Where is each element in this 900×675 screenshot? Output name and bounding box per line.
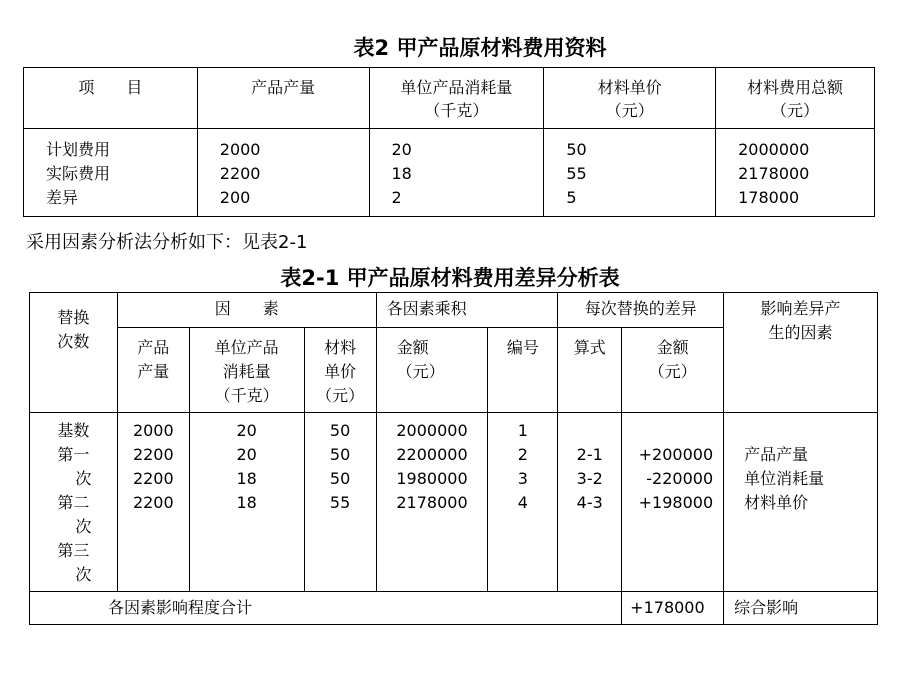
output-actual: 2200	[219, 164, 261, 183]
header-replace-count-line2: 次数	[57, 331, 90, 351]
amount-value: 2178000	[396, 493, 468, 512]
amount-value: 2000000	[396, 421, 468, 440]
header-unit-consumption-line3: （千克）	[214, 386, 279, 405]
intro-text	[26, 228, 307, 254]
price-value: 55	[329, 493, 351, 512]
diff-values	[622, 413, 724, 592]
output-values-cell	[197, 129, 369, 217]
consumption-values	[189, 413, 304, 592]
price-actual: 55	[566, 164, 587, 183]
header-diff-amount-line2: （元）	[648, 362, 697, 381]
serial-values	[488, 413, 558, 592]
total-plan: 2000000	[738, 140, 810, 159]
t21-header-row-1	[30, 293, 878, 328]
table2-header-row	[24, 68, 875, 129]
header-unit-price	[544, 68, 716, 129]
header-formula: 算式	[558, 328, 622, 413]
diff-value: +200000	[638, 445, 714, 464]
header-amount-line1: 金额	[396, 338, 429, 357]
consumption-values-cell	[369, 129, 544, 217]
consumption-value: 20	[236, 445, 257, 464]
header-consumption-unit: （千克）	[424, 101, 489, 120]
header-diff-each: 每次替换的差异	[558, 293, 724, 328]
consumption-value: 18	[236, 469, 257, 488]
total-values-cell	[716, 129, 875, 217]
header-cause-line2: 生的因素	[768, 323, 833, 342]
output-value: 2200	[132, 493, 174, 512]
header-replace-count	[30, 293, 118, 413]
header-unit-price-line2: 单价	[324, 362, 357, 381]
header-factors: 因 素	[117, 293, 376, 328]
row-base: 基数	[57, 421, 90, 440]
cause-value: 产品产量	[744, 445, 809, 464]
formula-value: 4-3	[576, 493, 603, 512]
consumption-value: 18	[236, 493, 257, 512]
table2-title: 表2 甲产品原材料费用资料	[353, 36, 607, 60]
header-unit-price-text: 材料单价	[597, 78, 662, 97]
header-output-line1: 产品	[137, 338, 170, 357]
header-amount	[376, 328, 488, 413]
row-third: 第三	[57, 541, 90, 560]
row-third-suffix: 次	[75, 565, 92, 584]
consumption-diff: 2	[391, 188, 402, 207]
header-total-cost-text: 材料费用总额	[747, 78, 844, 97]
t21-body-row	[30, 413, 878, 592]
total-value: +178000	[622, 592, 724, 625]
header-amount-line2: （元）	[396, 362, 445, 381]
total-diff: 178000	[738, 188, 800, 207]
material-cost-table	[23, 67, 875, 217]
row-first: 第一	[57, 445, 90, 464]
price-value: 50	[329, 445, 351, 464]
header-output-line2: 产量	[137, 362, 170, 381]
header-total-cost	[716, 68, 875, 129]
output-value: 2000	[132, 421, 174, 440]
consumption-plan: 20	[391, 140, 412, 159]
header-item	[24, 68, 198, 129]
cause-value: 材料单价	[744, 493, 809, 512]
header-unit-price-line1: 材料	[324, 338, 357, 357]
header-serial: 编号	[488, 328, 558, 413]
row-first-suffix: 次	[75, 469, 92, 488]
price-value: 50	[329, 421, 351, 440]
diff-value: -220000	[646, 469, 714, 488]
row-second-suffix: 次	[75, 517, 92, 536]
row-labels-cell	[24, 129, 198, 217]
table21-title: 表2-1 甲产品原材料费用差异分析表	[280, 266, 620, 290]
header-unit-consumption-line1: 单位产品	[214, 338, 279, 357]
output-value: 2200	[132, 445, 174, 464]
formula-value: 3-2	[576, 469, 603, 488]
serial-value: 3	[517, 469, 528, 488]
cause-value: 单位消耗量	[744, 469, 825, 488]
header-cause-line1: 影响差异产	[760, 299, 841, 318]
price-diff: 5	[566, 188, 577, 207]
header-diff-amount	[622, 328, 724, 413]
table2-body-row	[24, 129, 875, 217]
header-unit-consumption-line2: 消耗量	[222, 362, 271, 381]
intro-table-ref: 2-1	[278, 232, 308, 253]
intro-sentence: 采用因素分析法分析如下：见表	[26, 232, 278, 253]
header-output	[197, 68, 369, 129]
price-value: 50	[329, 469, 351, 488]
header-unit-price-unit: （元）	[605, 101, 654, 120]
output-plan: 2000	[219, 140, 261, 159]
header-cause	[724, 293, 878, 413]
header-unit-price-line3: （元）	[316, 386, 365, 405]
header-output-text: 产品产量	[251, 78, 316, 97]
replace-count-cell	[30, 413, 118, 592]
header-diff-amount-line1: 金额	[656, 338, 689, 357]
t21-total-row	[30, 592, 878, 625]
consumption-value: 20	[236, 421, 257, 440]
total-actual: 2178000	[738, 164, 810, 183]
cause-values	[724, 413, 878, 592]
header-consumption	[369, 68, 544, 129]
header-factor-product: 各因素乘积	[376, 293, 558, 328]
total-label: 各因素影响程度合计	[30, 592, 622, 625]
row-second: 第二	[57, 493, 90, 512]
formula-value: 2-1	[576, 445, 603, 464]
amount-value: 2200000	[396, 445, 468, 464]
serial-value: 2	[517, 445, 528, 464]
total-cause: 综合影响	[724, 592, 878, 625]
row-label-actual: 实际费用	[46, 164, 111, 183]
amount-value: 1980000	[396, 469, 468, 488]
header-unit-consumption	[189, 328, 304, 413]
diff-value: +198000	[638, 493, 714, 512]
amount-values	[376, 413, 488, 592]
header-unit-price	[304, 328, 376, 413]
header-total-cost-unit: （元）	[771, 101, 820, 120]
output-values	[117, 413, 189, 592]
consumption-actual: 18	[391, 164, 412, 183]
variance-analysis-table	[29, 292, 878, 625]
row-label-plan: 计划费用	[46, 140, 111, 159]
row-label-diff: 差异	[46, 188, 79, 207]
output-value: 2200	[132, 469, 174, 488]
output-diff: 200	[219, 188, 251, 207]
serial-value: 4	[517, 493, 528, 512]
header-item-text: 项 目	[78, 78, 143, 97]
header-replace-count-line1: 替换	[57, 307, 90, 327]
price-plan: 50	[566, 140, 587, 159]
formula-values	[558, 413, 622, 592]
header-output	[117, 328, 189, 413]
header-consumption-text: 单位产品消耗量	[400, 78, 513, 97]
price-values	[304, 413, 376, 592]
price-values-cell	[544, 129, 716, 217]
serial-value: 1	[517, 421, 528, 440]
